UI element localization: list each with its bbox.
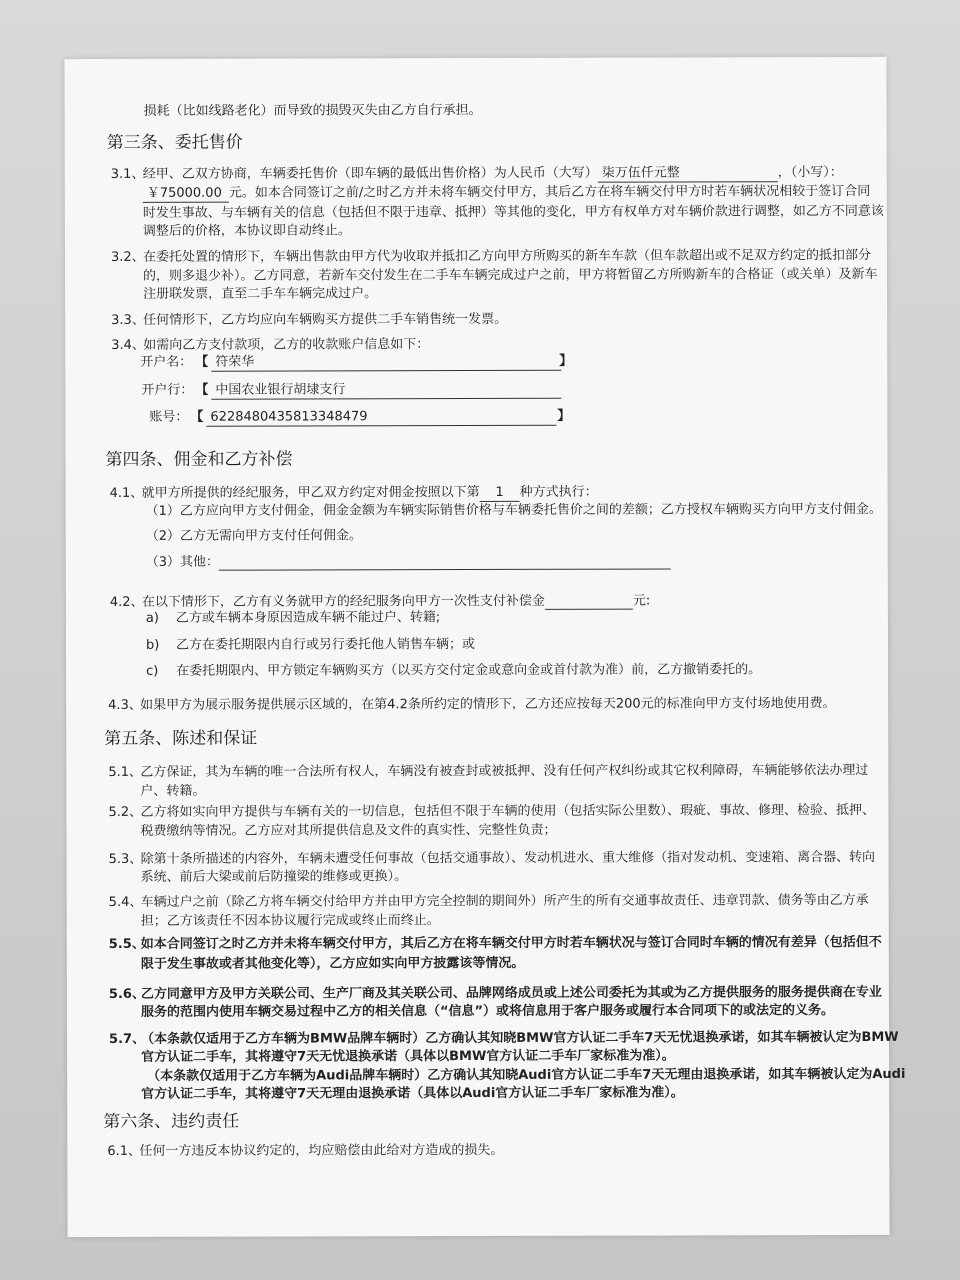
commission-option-field: 1 <box>480 485 520 502</box>
clause-number: 6.1、 <box>107 1143 142 1159</box>
compensation-blank <box>545 595 633 610</box>
clause-number: 5.7、 <box>109 1031 146 1047</box>
clause-text: 乙方将如实向甲方提供与车辆有关的一切信息，包括但不限于车辆的使用（包括实际公里数）、瑕疵、事故、修理、检验、抵押、 <box>140 802 875 820</box>
clause-3-4 <box>65 336 887 353</box>
option-3 <box>146 553 888 571</box>
clause-text: 任何一方违反本协议约定的，均应赔偿由此给对方造成的损失。 <box>139 1142 504 1159</box>
clause-text: 在委托处置的情形下，车辆出售款由甲方代为收取并抵扣乙方向甲方所购买的新车车款（但车款超出或不足双方约定的抵扣部分 <box>142 247 872 265</box>
bracket-right: 】 <box>559 353 573 369</box>
clause-5-4 <box>67 892 889 910</box>
option-2: （2）乙方无需向甲方支付任何佣金。 <box>145 528 363 544</box>
bracket-left: 【 <box>190 409 204 425</box>
clause-text: 的，则多退少补）。乙方同意，若新车交付发生在二手车车辆完成过户之前，甲方将暂留乙方所购新车的合格证（或关单）及新车 <box>143 266 878 284</box>
clause-text: 元。如本合同签订之前/之时乙方并未将车辆交付甲方，其后乙方在将车辆交付甲方时若车辆状况相较于签订合同 <box>228 183 871 201</box>
clause-text: （3）其他： <box>145 554 220 570</box>
other-option-blank <box>219 554 671 570</box>
account-number-row <box>65 408 887 425</box>
clause-text: 注册联发票，直至二手车车辆完成过户。 <box>143 286 378 302</box>
clause-3-1-line-1 <box>65 165 887 182</box>
clause-5-3 <box>67 849 889 867</box>
account-bank-row <box>65 381 887 398</box>
account-number-label: 账号： <box>149 409 189 425</box>
clause-5-6 <box>67 984 889 1002</box>
text-line: 损耗（比如线路老化）而导致的损毁灭失由乙方自行承担。 <box>143 102 482 119</box>
case-text: 在委托期限内、甲方锁定车辆购买方（以买方交付定金或意向金或首付款为准）前，乙方撤销委托的。 <box>176 662 762 679</box>
account-bank-label: 开户行： <box>141 382 194 398</box>
clause-6-1 <box>67 1142 889 1159</box>
case-label: c) <box>146 663 159 679</box>
case-text: 乙方或车辆本身原因造成车辆不能过户、转籍; <box>175 610 441 626</box>
section-heading-4: 第四条、佣金和乙方补偿 <box>105 449 293 470</box>
bracket-left: 【 <box>195 382 209 398</box>
case-text: 乙方在委托期限内自行或另行委托他人销售车辆；或 <box>175 637 476 653</box>
clause-text: 户、转籍。 <box>140 783 206 799</box>
clause-number: 5.4、 <box>108 894 143 910</box>
bracket-left: 【 <box>195 354 209 370</box>
section-heading-5: 第五条、陈述和保证 <box>104 728 258 749</box>
bracket-right: 】 <box>557 408 571 424</box>
clause-text: 如本合同签订之时乙方并未将车辆交付甲方，其后乙方在将车辆交付甲方时若车辆状况与签订合同时车辆的情况有差异（包括但不 <box>140 934 882 952</box>
clause-text: 经甲、乙双方协商，车辆委托售价（即车辆的最低出售价格）为人民币（大写） <box>142 165 598 182</box>
clause-text: 系统、前后大梁或前后防撞梁的维修或更换）。 <box>140 869 408 885</box>
clause-text: 服务的范围内使用车辆交易过程中乙方的相关信息（“信息”）或将信息用于客户服务或履行本合同项下的或法定的义务。 <box>140 1003 835 1020</box>
clause-text: 车辆过户之前（除乙方将车辆交付给甲方并由甲方完全控制的期间外）所产生的所有交通事故责任、违章罚款、债务等由乙方承 <box>140 892 869 910</box>
clause-5-5 <box>67 934 889 952</box>
clause-text: 元: <box>632 593 651 609</box>
clause-text: 在以下情形下，乙方有义务就甲方的经纪服务向甲方一次性支付补偿金 <box>141 593 545 610</box>
case-label: a) <box>145 610 159 626</box>
clause-text: 时发生事故、与车辆有关的信息（包括但不限于违章、抵押）等其他的变化，甲方有权单方对车辆价款进行调整，如乙方不同意该 <box>142 203 884 221</box>
section-heading-6: 第六条、违约责任 <box>103 1111 240 1132</box>
option-1: （1）乙方应向甲方支付佣金，佣金金额为车辆实际销售价格与车辆委托售价之间的差额；乙方授权车辆购买方向甲方支付佣金。 <box>145 501 882 519</box>
clause-number: 4.3、 <box>108 697 142 713</box>
clause-number: 5.3、 <box>108 851 143 867</box>
clause-text: 就甲方所提供的经纪服务，甲乙双方约定对佣金按照以下第 <box>141 484 480 501</box>
amount-number-field: ￥75000.00 <box>143 186 229 203</box>
clause-4-3 <box>66 696 888 713</box>
clause-number: 3.1、 <box>110 166 145 182</box>
clause-number: 3.2、 <box>110 249 145 265</box>
clause-number: 5.5、 <box>108 936 145 952</box>
clause-5-1 <box>66 762 888 780</box>
case-c <box>66 662 888 679</box>
clause-5-2 <box>66 802 888 820</box>
clause-number: 4.2、 <box>109 594 144 610</box>
clause-3-3 <box>65 311 887 328</box>
clause-number: 5.2、 <box>108 804 143 820</box>
clause-text: 官方认证二手车，其将遵守7天无忧退换承诺（具体以BMW官方认证二手车厂家标准为准）。 <box>141 1048 675 1065</box>
clause-text: （本条款仅适用于乙方车辆为Audi品牌车辆时）乙方确认其知晓Audi官方认证二手车7天无理由退换承诺，如其车辆被认定为Audi <box>147 1066 906 1084</box>
case-b <box>66 636 888 653</box>
clause-text: 官方认证二手车，其将遵守7天无理由退换承诺（具体以Audi官方认证二手车厂家标准为准）。 <box>141 1085 684 1102</box>
clause-3-2 <box>65 247 887 265</box>
account-name-field: 符荣华 <box>211 354 561 372</box>
clause-text: 如需向乙方支付款项，乙方的收款账户信息如下： <box>143 337 430 353</box>
account-name-label: 开户名： <box>140 354 193 370</box>
clause-text: （本条款仅适用于乙方车辆为BMW品牌车辆时）乙方确认其知晓BMW官方认证二手车7天无忧退换承诺，如其车辆被认定为BMW <box>141 1029 899 1047</box>
clause-text: ，（小写）： <box>777 165 843 181</box>
account-number-field: 6228480435813348479 <box>206 409 556 427</box>
clause-3-1-line-2 <box>143 184 887 203</box>
clause-number: 3.4、 <box>111 337 145 353</box>
clause-text: 乙方同意甲方及甲方关联公司、生产厂商及其关联公司、品牌网络成员或上述公司委托为其或为乙方提供服务的服务提供商在专业 <box>140 984 882 1002</box>
contract-page <box>64 57 906 1237</box>
clause-text: 种方式执行： <box>519 484 598 500</box>
clause-5-7 <box>67 1029 899 1047</box>
clause-text: 限于发生事故或者其他变化等），乙方应如实向甲方披露该等情况。 <box>140 955 525 972</box>
clause-text: 税费缴纳等情况。乙方应对其所提供信息及文件的真实性、完整性负责； <box>140 822 557 839</box>
clause-number: 3.3、 <box>111 312 145 328</box>
amount-uppercase-field: 柒万伍仟元整 <box>598 165 778 182</box>
clause-number: 5.1、 <box>108 764 143 780</box>
account-bank-field: 中国农业银行胡埭支行 <box>211 382 561 400</box>
clause-text: 调整后的价格，本协议即自动终止。 <box>142 223 351 239</box>
clause-text: 任何情形下，乙方均应向车辆购买方提供二手车销售统一发票。 <box>143 311 508 328</box>
case-label: b) <box>145 637 160 653</box>
clause-number: 4.1、 <box>109 485 144 501</box>
clause-4-1 <box>66 484 888 501</box>
clause-text: 除第十条所描述的内容外，车辆未遭受任何事故（包括交通事故）、发动机进水、重大维修（指对发动机、变速箱、离合器、转向 <box>140 849 876 867</box>
clause-4-2 <box>66 593 888 610</box>
clause-number: 5.6、 <box>108 986 145 1002</box>
section-heading-3: 第三条、委托售价 <box>106 132 243 153</box>
clause-text: 如果甲方为展示服务提供展示区域的，在第4.2条所约定的情形下，乙方还应按每天200元的标准向甲方支付场地使用费。 <box>140 696 836 713</box>
clause-text: 乙方保证，其为车辆的唯一合法所有权人，车辆没有被查封或被抵押、没有任何产权纠纷或其它权利障碍，车辆能够依法办理过 <box>140 762 869 780</box>
clause-text: 担；乙方该责任不因本协议履行完成或终止而终止。 <box>140 913 440 929</box>
